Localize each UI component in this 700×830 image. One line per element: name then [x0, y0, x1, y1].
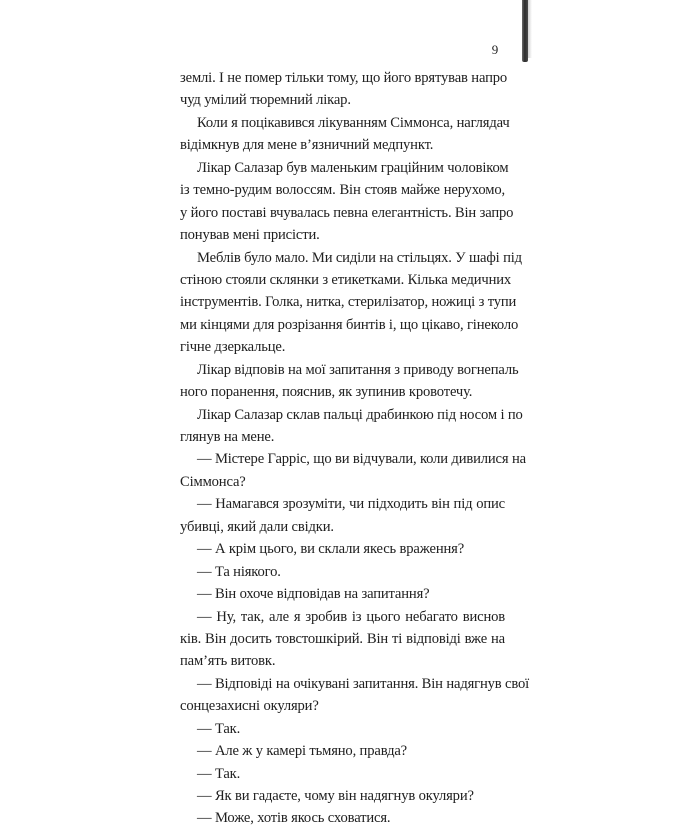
text-line: — Але ж у камері тьмяно, правда? — [197, 743, 408, 760]
text-line: — Відповіді на очікувані запитання. Він надягнув свої — [197, 675, 530, 692]
text-line: ного поранення, пояснив, як зупинив кровотечу. — [180, 384, 473, 401]
text-line: — Так. — [197, 765, 241, 782]
text-line: стіною стояли склянки з етикетками. Кілька медичних — [180, 271, 512, 288]
text-line: гічне дзеркальце. — [180, 339, 286, 356]
text-line: із темно-рудим волоссям. Він стояв майже нерухомо, — [180, 182, 505, 199]
text-line: землі. І не помер тільки тому, що його врятував напро — [180, 70, 508, 86]
text-line: ми кінцями для розрізання бинтів і, що цікаво, гінеколо — [180, 316, 519, 333]
text-line: інструментів. Голка, нитка, стерилізатор, ножиці з тупи — [180, 294, 517, 311]
text-line: — Як ви гадаєте, чому він надягнув окуляри? — [197, 788, 474, 804]
text-line: сонцезахисні окуляри? — [180, 698, 319, 715]
text-line: убивці, який дали свідки. — [180, 518, 334, 535]
text-line: глянув на мене. — [180, 429, 275, 445]
text-line: — Може, хотів якось сховатися. — [197, 810, 391, 827]
text-line: Лікар відповів на мої запитання з приводу вогнепаль — [197, 361, 519, 378]
text-line: у його поставі вчувалась певна елегантність. Він запро — [180, 204, 514, 221]
text-line: відімкнув для мене в’язничний медпункт. — [180, 137, 434, 154]
text-line: — Містере Гарріс, що ви відчували, коли дивилися на — [197, 451, 526, 468]
text-line: Лікар Салазар склав пальці драбинкою під носом і по — [197, 406, 523, 423]
text-line: ків. Він досить товстошкірий. Він ті відповіді вже на — [180, 630, 505, 647]
body-text — [180, 67, 530, 830]
text-line: — Та ніякого. — [197, 563, 281, 580]
text-line: — Намагався зрозуміти, чи підходить він під опис — [197, 496, 505, 513]
text-line: чуд умілий тюремний лікар. — [180, 92, 351, 109]
bookmark-shadow — [528, 0, 532, 58]
text-line: — Ну, так, але я зробив із цього небагато виснов — [197, 608, 505, 625]
text-line: — А крім цього, ви склали якесь враження? — [197, 541, 465, 558]
text-line: Сіммонса? — [180, 473, 246, 490]
text-line: — Він охоче відповідав на запитання? — [197, 586, 430, 603]
page-number: 9 — [491, 42, 499, 57]
text-line: пам’ять витовк. — [180, 653, 276, 670]
text-line: — Так. — [197, 720, 241, 737]
text-line: понував мені присісти. — [180, 227, 320, 244]
text-line: Лікар Салазар був маленьким граційним чоловіком — [197, 159, 509, 176]
text-line: Коли я поцікавився лікуванням Сіммонса, наглядач — [197, 114, 510, 131]
text-line: Меблів було мало. Ми сиділи на стільцях. У шафі під — [197, 249, 522, 266]
